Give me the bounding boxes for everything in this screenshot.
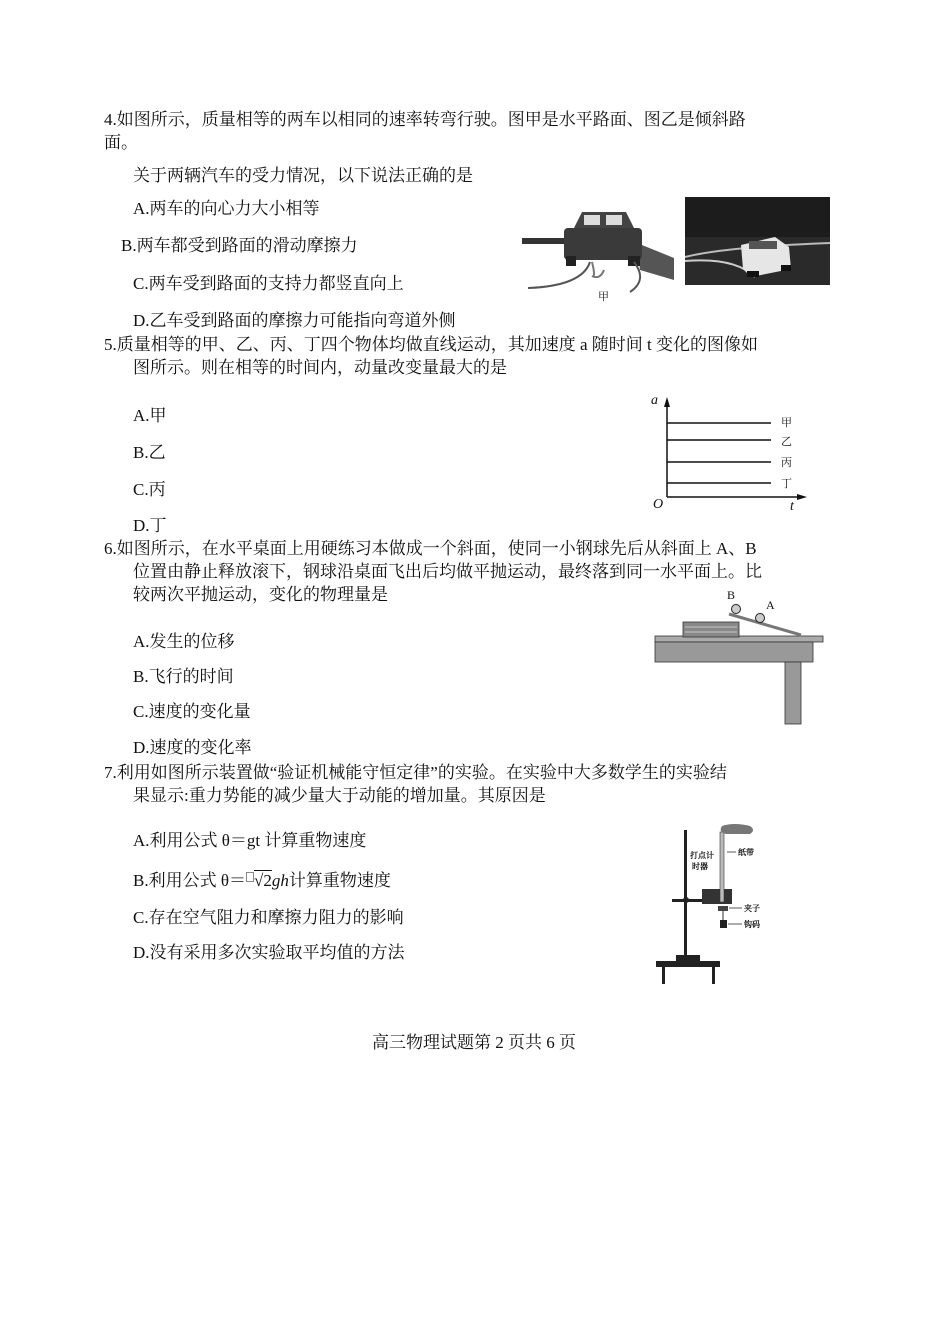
q7-option-a: A.利用公式 θ＝gt 计算重物速度 [133, 831, 367, 850]
q5-stem-line1: 5.质量相等的甲、乙、丙、丁四个物体均做直线运动，其加速度 a 随时间 t 变化的图像如 [104, 335, 759, 354]
position-label-a: A [766, 598, 775, 612]
q7-apparatus-figure [652, 822, 782, 987]
radical-value: √2 [253, 871, 272, 890]
q7-stem-line2: 果显示:重力势能的减少量大于动能的增加量。其原因是 [133, 786, 546, 805]
line-label-yi: 乙 [781, 436, 792, 448]
q5-option-d: D.丁 [133, 516, 167, 535]
q6-stem-line3: 较两次平抛运动，变化的物理量是 [133, 585, 388, 604]
label-paper-tape: 纸带 [738, 848, 754, 857]
q5-option-a: A.甲 [133, 406, 167, 425]
axis-label-a: a [651, 393, 658, 408]
q4-figure-flat-road [522, 198, 682, 308]
q4-stem-line3: 关于两辆汽车的受力情况，以下说法正确的是 [133, 166, 473, 185]
table-incline-illustration [653, 588, 828, 728]
q5-acceleration-time-graph [645, 393, 820, 518]
q7-option-b-math: gh [271, 871, 289, 890]
car-banked-road-photo [685, 197, 830, 285]
q4-option-d: D.乙车受到路面的摩擦力可能指向弯道外侧 [133, 311, 456, 330]
q4-figure-banked-road [685, 197, 830, 285]
q7-option-b-prefix: B.利用公式 θ＝ [133, 871, 246, 890]
q4-stem-line1: 4.如图所示，质量相等的两车以相同的速率转弯行驶。图甲是水平路面、图乙是倾斜路 [104, 110, 746, 129]
figure-label-jia: 甲 [598, 291, 609, 303]
q4-stem-line2: 面。 [104, 133, 138, 152]
q6-option-c: C.速度的变化量 [133, 702, 251, 721]
q7-option-d: D.没有采用多次实验取平均值的方法 [133, 943, 405, 962]
q5-option-b: B.乙 [133, 443, 166, 462]
q4-option-a: A.两车的向心力大小相等 [133, 199, 320, 218]
q4-option-b: B.两车都受到路面的滑动摩擦力 [121, 236, 358, 255]
label-weight: 钩码 [744, 920, 760, 929]
axis-label-t: t [790, 499, 794, 514]
label-timer-1: 打点计 [690, 851, 714, 860]
q5-stem-line2: 图所示。则在相等的时间内，动量改变量最大的是 [133, 358, 507, 377]
line-label-jia: 甲 [781, 417, 792, 429]
q6-option-d: D.速度的变化率 [133, 738, 252, 757]
position-label-b: B [727, 588, 736, 602]
line-label-bing: 丙 [781, 457, 792, 469]
q7-option-b [133, 870, 391, 892]
q7-stem-line1: 7.利用如图所示装置做“验证机械能守恒定律”的实验。在实验中大多数学生的实验结 [104, 763, 727, 782]
q7-option-b-suffix: 计算重物速度 [288, 871, 391, 890]
q5-option-c: C.丙 [133, 480, 166, 499]
q6-table-incline-figure [653, 588, 828, 728]
energy-conservation-apparatus [652, 822, 782, 987]
label-timer-2: 时器 [692, 862, 708, 871]
label-clip: 夹子 [744, 904, 760, 913]
line-label-ding: 丁 [781, 478, 792, 490]
radical-sign [246, 870, 272, 892]
q4-option-c: C.两车受到路面的支持力都竖直向上 [133, 274, 404, 293]
page-footer: 高三物理试题第 2 页共 6 页 [372, 1033, 576, 1052]
radical-index-placeholder [246, 872, 254, 882]
q6-stem-line2: 位置由静止释放滚下，钢球沿桌面飞出后均做平抛运动，最终落到同一水平面上。比 [133, 562, 762, 581]
q7-option-c: C.存在空气阻力和摩擦力阻力的影响 [133, 908, 404, 927]
q6-option-a: A.发生的位移 [133, 632, 235, 651]
q6-stem-line1: 6.如图所示，在水平桌面上用硬练习本做成一个斜面，使同一小钢球先后从斜面上 A、B [104, 539, 757, 558]
q6-option-b: B.飞行的时间 [133, 667, 234, 686]
origin-label: O [653, 497, 664, 512]
